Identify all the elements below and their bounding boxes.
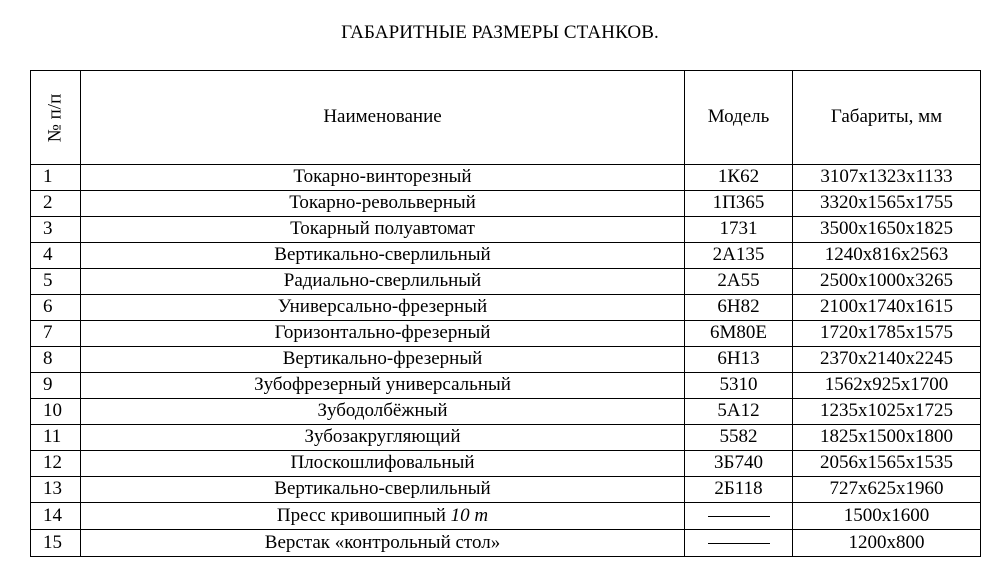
cell-name: Универсально-фрезерный — [81, 295, 685, 321]
cell-model: 5А12 — [685, 399, 793, 425]
cell-num: 13 — [31, 477, 81, 503]
table-row — [31, 165, 981, 191]
cell-num: 10 — [31, 399, 81, 425]
empty-model-dash — [708, 543, 770, 544]
cell-name-capacity: 10 т — [450, 504, 489, 526]
header-row — [31, 71, 981, 165]
table-row — [31, 347, 981, 373]
cell-name: Радиально-сверлильный — [81, 269, 685, 295]
cell-num: 7 — [31, 321, 81, 347]
cell-dims: 1720x1785x1575 — [793, 321, 981, 347]
cell-dims: 3320x1565x1755 — [793, 191, 981, 217]
header-name: Наименование — [81, 71, 685, 165]
header-model: Модель — [685, 71, 793, 165]
cell-dims: 727x625x1960 — [793, 477, 981, 503]
table-row — [31, 530, 981, 557]
cell-num: 9 — [31, 373, 81, 399]
cell-num: 15 — [31, 530, 81, 557]
cell-dims: 3107x1323x1133 — [793, 165, 981, 191]
cell-dims: 2100x1740x1615 — [793, 295, 981, 321]
cell-dims: 2500x1000x3265 — [793, 269, 981, 295]
cell-num: 6 — [31, 295, 81, 321]
cell-name: Зубозакругляющий — [81, 425, 685, 451]
cell-dims: 1825x1500x1800 — [793, 425, 981, 451]
table-row — [31, 321, 981, 347]
cell-name: Токарно-револьверный — [81, 191, 685, 217]
cell-dims: 1200x800 — [793, 530, 981, 557]
cell-dims: 1240x816x2563 — [793, 243, 981, 269]
table-row — [31, 269, 981, 295]
cell-model: 6М80Е — [685, 321, 793, 347]
table-row — [31, 399, 981, 425]
cell-num: 5 — [31, 269, 81, 295]
cell-name: Вертикально-фрезерный — [81, 347, 685, 373]
table-row — [31, 503, 981, 530]
cell-num: 8 — [31, 347, 81, 373]
cell-model: 3Б740 — [685, 451, 793, 477]
cell-model: 6Н82 — [685, 295, 793, 321]
cell-num: 11 — [31, 425, 81, 451]
table-row — [31, 451, 981, 477]
cell-num: 2 — [31, 191, 81, 217]
cell-model: 2Б118 — [685, 477, 793, 503]
table-row — [31, 243, 981, 269]
table-row — [31, 217, 981, 243]
cell-name: Верстак «контрольный стол» — [81, 530, 685, 557]
cell-dims: 1562x925x1700 — [793, 373, 981, 399]
cell-name: Плоскошлифовальный — [81, 451, 685, 477]
cell-model: 1К62 — [685, 165, 793, 191]
cell-num: 3 — [31, 217, 81, 243]
cell-dims: 3500x1650x1825 — [793, 217, 981, 243]
cell-model: 1П365 — [685, 191, 793, 217]
cell-dims: 2370x2140x2245 — [793, 347, 981, 373]
cell-name: Зубофрезерный универсальный — [81, 373, 685, 399]
header-num-label: № п/п — [44, 93, 66, 142]
table-row — [31, 477, 981, 503]
cell-model: 2А135 — [685, 243, 793, 269]
cell-name: Горизонтально-фрезерный — [81, 321, 685, 347]
cell-num: 4 — [31, 243, 81, 269]
cell-name-text: Пресс кривошипный — [276, 504, 446, 526]
machine-dimensions-table — [30, 70, 981, 557]
header-num — [31, 71, 81, 165]
cell-name: Зубодолбёжный — [81, 399, 685, 425]
cell-name: Токарно-винторезный — [81, 165, 685, 191]
cell-model: 5310 — [685, 373, 793, 399]
cell-num: 14 — [31, 503, 81, 530]
cell-num: 1 — [31, 165, 81, 191]
table-row — [31, 425, 981, 451]
cell-model: 1731 — [685, 217, 793, 243]
cell-model: 2А55 — [685, 269, 793, 295]
table-row — [31, 191, 981, 217]
cell-model — [685, 503, 793, 530]
cell-name: Токарный полуавтомат — [81, 217, 685, 243]
empty-model-dash — [708, 516, 770, 517]
cell-num: 12 — [31, 451, 81, 477]
page-title: ГАБАРИТНЫЕ РАЗМЕРЫ СТАНКОВ. — [341, 22, 659, 43]
table-row — [31, 295, 981, 321]
header-dims: Габариты, мм — [793, 71, 981, 165]
cell-dims: 1500x1600 — [793, 503, 981, 530]
table-row — [31, 373, 981, 399]
cell-name: Вертикально-сверлильный — [81, 243, 685, 269]
cell-model: 5582 — [685, 425, 793, 451]
cell-name — [81, 503, 685, 530]
cell-model — [685, 530, 793, 557]
cell-name: Вертикально-сверлильный — [81, 477, 685, 503]
cell-model: 6Н13 — [685, 347, 793, 373]
cell-dims: 1235x1025x1725 — [793, 399, 981, 425]
cell-dims: 2056x1565x1535 — [793, 451, 981, 477]
